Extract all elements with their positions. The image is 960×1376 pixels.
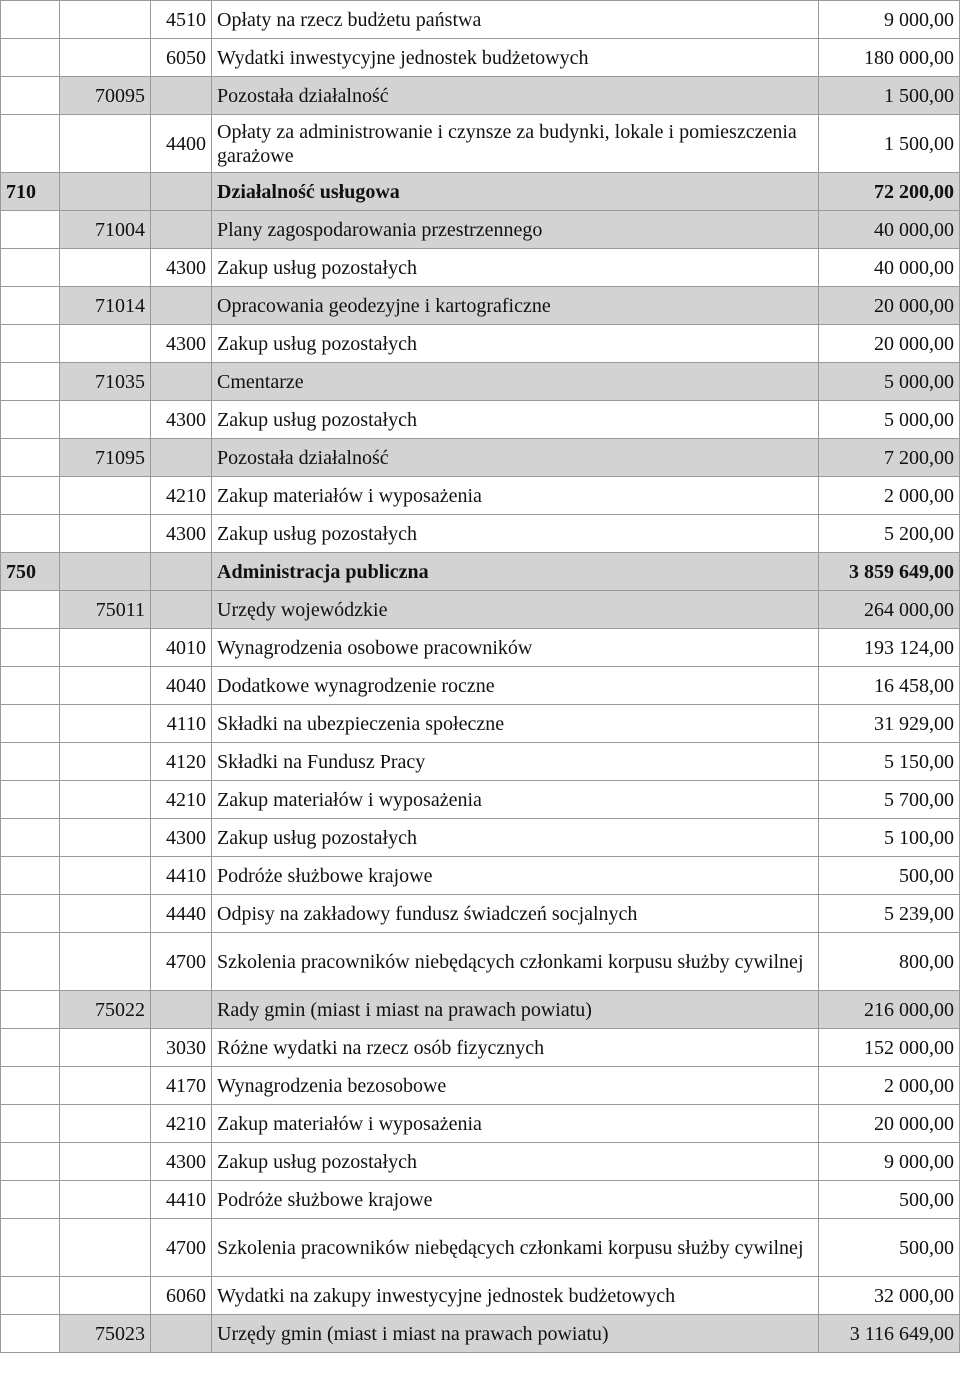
dzial-code-cell: [1, 39, 60, 77]
paragraf-code-cell: 4210: [151, 781, 212, 819]
dzial-code-cell: [1, 1181, 60, 1219]
amount-cell: 264 000,00: [819, 591, 960, 629]
paragraf-row: [1, 781, 960, 819]
paragraf-code-cell: [151, 173, 212, 211]
paragraf-row: [1, 933, 960, 991]
rozdzial-code-cell: [60, 1, 151, 39]
paragraf-code-cell: [151, 363, 212, 401]
description-cell: Zakup materiałów i wyposażenia: [212, 1105, 819, 1143]
dzial-code-cell: [1, 363, 60, 401]
description-cell: Opłaty na rzecz budżetu państwa: [212, 1, 819, 39]
rozdzial-code-cell: [60, 1219, 151, 1277]
paragraf-code-cell: [151, 287, 212, 325]
paragraf-code-cell: 4300: [151, 515, 212, 553]
amount-cell: 180 000,00: [819, 39, 960, 77]
rozdzial-code-cell: [60, 705, 151, 743]
rozdzial-code-cell: 71014: [60, 287, 151, 325]
paragraf-code-cell: 4300: [151, 1143, 212, 1181]
dzial-code-cell: [1, 1315, 60, 1353]
dzial-row: [1, 173, 960, 211]
description-cell: Zakup materiałów i wyposażenia: [212, 781, 819, 819]
amount-cell: 1 500,00: [819, 77, 960, 115]
amount-cell: 5 200,00: [819, 515, 960, 553]
paragraf-code-cell: 4300: [151, 819, 212, 857]
paragraf-row: [1, 857, 960, 895]
amount-cell: 216 000,00: [819, 991, 960, 1029]
description-cell: Cmentarze: [212, 363, 819, 401]
paragraf-code-cell: 4300: [151, 325, 212, 363]
rozdzial-code-cell: [60, 249, 151, 287]
rozdzial-code-cell: [60, 1181, 151, 1219]
paragraf-row: [1, 1277, 960, 1315]
dzial-code-cell: [1, 287, 60, 325]
rozdzial-row: [1, 439, 960, 477]
amount-cell: 16 458,00: [819, 667, 960, 705]
amount-cell: 72 200,00: [819, 173, 960, 211]
dzial-code-cell: [1, 1029, 60, 1067]
amount-cell: 9 000,00: [819, 1143, 960, 1181]
paragraf-row: [1, 705, 960, 743]
paragraf-code-cell: 4400: [151, 115, 212, 173]
rozdzial-code-cell: 71004: [60, 211, 151, 249]
description-cell: Zakup usług pozostałych: [212, 401, 819, 439]
paragraf-code-cell: 4170: [151, 1067, 212, 1105]
paragraf-code-cell: 3030: [151, 1029, 212, 1067]
description-cell: Zakup usług pozostałych: [212, 819, 819, 857]
description-cell: Podróże służbowe krajowe: [212, 1181, 819, 1219]
rozdzial-code-cell: [60, 401, 151, 439]
paragraf-row: [1, 325, 960, 363]
rozdzial-row: [1, 77, 960, 115]
paragraf-code-cell: 4510: [151, 1, 212, 39]
rozdzial-code-cell: [60, 1143, 151, 1181]
amount-cell: 5 239,00: [819, 895, 960, 933]
paragraf-row: [1, 249, 960, 287]
paragraf-code-cell: 4210: [151, 477, 212, 515]
dzial-code-cell: 750: [1, 553, 60, 591]
description-cell: Opłaty za administrowanie i czynsze za budynki, lokale i pomieszczenia garażowe: [212, 115, 819, 173]
rozdzial-code-cell: [60, 115, 151, 173]
amount-cell: 2 000,00: [819, 1067, 960, 1105]
rozdzial-row: [1, 991, 960, 1029]
description-cell: Wydatki na zakupy inwestycyjne jednostek budżetowych: [212, 1277, 819, 1315]
rozdzial-code-cell: [60, 1029, 151, 1067]
paragraf-code-cell: 4440: [151, 895, 212, 933]
paragraf-row: [1, 1219, 960, 1277]
description-cell: Szkolenia pracowników niebędących członkami korpusu służby cywilnej: [212, 1219, 819, 1277]
paragraf-code-cell: 4300: [151, 401, 212, 439]
paragraf-code-cell: 4410: [151, 1181, 212, 1219]
rozdzial-code-cell: [60, 743, 151, 781]
paragraf-row: [1, 743, 960, 781]
paragraf-code-cell: [151, 211, 212, 249]
dzial-code-cell: [1, 629, 60, 667]
paragraf-code-cell: 6060: [151, 1277, 212, 1315]
dzial-code-cell: [1, 667, 60, 705]
paragraf-code-cell: [151, 991, 212, 1029]
paragraf-row: [1, 1181, 960, 1219]
description-cell: Składki na Fundusz Pracy: [212, 743, 819, 781]
paragraf-row: [1, 1067, 960, 1105]
paragraf-code-cell: [151, 439, 212, 477]
paragraf-code-cell: [151, 1315, 212, 1353]
description-cell: Składki na ubezpieczenia społeczne: [212, 705, 819, 743]
dzial-code-cell: [1, 857, 60, 895]
amount-cell: 20 000,00: [819, 325, 960, 363]
amount-cell: 3 859 649,00: [819, 553, 960, 591]
rozdzial-code-cell: 75011: [60, 591, 151, 629]
rozdzial-code-cell: [60, 1277, 151, 1315]
description-cell: Podróże służbowe krajowe: [212, 857, 819, 895]
amount-cell: 500,00: [819, 1219, 960, 1277]
rozdzial-code-cell: [60, 1067, 151, 1105]
dzial-code-cell: [1, 115, 60, 173]
rozdzial-code-cell: [60, 477, 151, 515]
description-cell: Rady gmin (miast i miast na prawach powiatu): [212, 991, 819, 1029]
rozdzial-code-cell: [60, 629, 151, 667]
dzial-code-cell: [1, 1105, 60, 1143]
dzial-code-cell: [1, 401, 60, 439]
amount-cell: 500,00: [819, 1181, 960, 1219]
dzial-code-cell: [1, 439, 60, 477]
amount-cell: 9 000,00: [819, 1, 960, 39]
dzial-code-cell: [1, 1277, 60, 1315]
amount-cell: 20 000,00: [819, 1105, 960, 1143]
paragraf-code-cell: 4010: [151, 629, 212, 667]
amount-cell: 5 000,00: [819, 401, 960, 439]
amount-cell: 20 000,00: [819, 287, 960, 325]
amount-cell: 2 000,00: [819, 477, 960, 515]
description-cell: Odpisy na zakładowy fundusz świadczeń socjalnych: [212, 895, 819, 933]
description-cell: Zakup usług pozostałych: [212, 249, 819, 287]
amount-cell: 5 150,00: [819, 743, 960, 781]
rozdzial-row: [1, 287, 960, 325]
rozdzial-code-cell: [60, 515, 151, 553]
amount-cell: 7 200,00: [819, 439, 960, 477]
amount-cell: 3 116 649,00: [819, 1315, 960, 1353]
dzial-code-cell: [1, 325, 60, 363]
amount-cell: 193 124,00: [819, 629, 960, 667]
rozdzial-row: [1, 363, 960, 401]
description-cell: Urzędy gmin (miast i miast na prawach powiatu): [212, 1315, 819, 1353]
paragraf-row: [1, 1143, 960, 1181]
rozdzial-code-cell: [60, 553, 151, 591]
paragraf-row: [1, 629, 960, 667]
rozdzial-code-cell: 75023: [60, 1315, 151, 1353]
description-cell: Zakup usług pozostałych: [212, 515, 819, 553]
dzial-code-cell: [1, 591, 60, 629]
paragraf-code-cell: 4700: [151, 933, 212, 991]
description-cell: Zakup usług pozostałych: [212, 1143, 819, 1181]
paragraf-row: [1, 819, 960, 857]
paragraf-row: [1, 39, 960, 77]
amount-cell: 32 000,00: [819, 1277, 960, 1315]
paragraf-code-cell: [151, 77, 212, 115]
rozdzial-code-cell: [60, 857, 151, 895]
amount-cell: 5 000,00: [819, 363, 960, 401]
rozdzial-code-cell: [60, 819, 151, 857]
description-cell: Wynagrodzenia bezosobowe: [212, 1067, 819, 1105]
dzial-code-cell: [1, 933, 60, 991]
amount-cell: 1 500,00: [819, 115, 960, 173]
paragraf-row: [1, 401, 960, 439]
dzial-code-cell: [1, 515, 60, 553]
amount-cell: 40 000,00: [819, 249, 960, 287]
description-cell: Zakup usług pozostałych: [212, 325, 819, 363]
rozdzial-code-cell: 71035: [60, 363, 151, 401]
description-cell: Pozostała działalność: [212, 77, 819, 115]
description-cell: Administracja publiczna: [212, 553, 819, 591]
dzial-code-cell: [1, 211, 60, 249]
rozdzial-code-cell: 75022: [60, 991, 151, 1029]
dzial-code-cell: [1, 249, 60, 287]
paragraf-row: [1, 1, 960, 39]
amount-cell: 31 929,00: [819, 705, 960, 743]
dzial-code-cell: [1, 477, 60, 515]
amount-cell: 5 700,00: [819, 781, 960, 819]
amount-cell: 152 000,00: [819, 1029, 960, 1067]
rozdzial-code-cell: 70095: [60, 77, 151, 115]
description-cell: Różne wydatki na rzecz osób fizycznych: [212, 1029, 819, 1067]
paragraf-row: [1, 115, 960, 173]
paragraf-code-cell: 4210: [151, 1105, 212, 1143]
paragraf-code-cell: 4700: [151, 1219, 212, 1277]
paragraf-row: [1, 895, 960, 933]
rozdzial-code-cell: [60, 933, 151, 991]
dzial-code-cell: [1, 991, 60, 1029]
dzial-code-cell: [1, 1143, 60, 1181]
paragraf-code-cell: 6050: [151, 39, 212, 77]
rozdzial-row: [1, 591, 960, 629]
description-cell: Zakup materiałów i wyposażenia: [212, 477, 819, 515]
rozdzial-code-cell: 71095: [60, 439, 151, 477]
rozdzial-row: [1, 211, 960, 249]
budget-rows: [1, 1, 960, 1353]
description-cell: Urzędy wojewódzkie: [212, 591, 819, 629]
paragraf-code-cell: 4110: [151, 705, 212, 743]
paragraf-code-cell: [151, 591, 212, 629]
rozdzial-code-cell: [60, 667, 151, 705]
paragraf-code-cell: 4040: [151, 667, 212, 705]
description-cell: Plany zagospodarowania przestrzennego: [212, 211, 819, 249]
description-cell: Wynagrodzenia osobowe pracowników: [212, 629, 819, 667]
paragraf-row: [1, 515, 960, 553]
amount-cell: 5 100,00: [819, 819, 960, 857]
dzial-code-cell: [1, 1, 60, 39]
dzial-code-cell: [1, 743, 60, 781]
rozdzial-code-cell: [60, 39, 151, 77]
amount-cell: 40 000,00: [819, 211, 960, 249]
paragraf-row: [1, 1105, 960, 1143]
dzial-code-cell: [1, 781, 60, 819]
dzial-code-cell: 710: [1, 173, 60, 211]
dzial-code-cell: [1, 819, 60, 857]
rozdzial-code-cell: [60, 1105, 151, 1143]
description-cell: Wydatki inwestycyjne jednostek budżetowych: [212, 39, 819, 77]
dzial-code-cell: [1, 77, 60, 115]
dzial-code-cell: [1, 705, 60, 743]
dzial-code-cell: [1, 1219, 60, 1277]
paragraf-code-cell: [151, 553, 212, 591]
dzial-code-cell: [1, 895, 60, 933]
rozdzial-code-cell: [60, 895, 151, 933]
paragraf-row: [1, 1029, 960, 1067]
description-cell: Dodatkowe wynagrodzenie roczne: [212, 667, 819, 705]
paragraf-code-cell: 4300: [151, 249, 212, 287]
rozdzial-code-cell: [60, 781, 151, 819]
description-cell: Pozostała działalność: [212, 439, 819, 477]
paragraf-row: [1, 667, 960, 705]
dzial-row: [1, 553, 960, 591]
paragraf-row: [1, 477, 960, 515]
rozdzial-code-cell: [60, 325, 151, 363]
amount-cell: 500,00: [819, 857, 960, 895]
description-cell: Szkolenia pracowników niebędących członkami korpusu służby cywilnej: [212, 933, 819, 991]
description-cell: Działalność usługowa: [212, 173, 819, 211]
rozdzial-code-cell: [60, 173, 151, 211]
dzial-code-cell: [1, 1067, 60, 1105]
rozdzial-row: [1, 1315, 960, 1353]
description-cell: Opracowania geodezyjne i kartograficzne: [212, 287, 819, 325]
paragraf-code-cell: 4410: [151, 857, 212, 895]
paragraf-code-cell: 4120: [151, 743, 212, 781]
amount-cell: 800,00: [819, 933, 960, 991]
